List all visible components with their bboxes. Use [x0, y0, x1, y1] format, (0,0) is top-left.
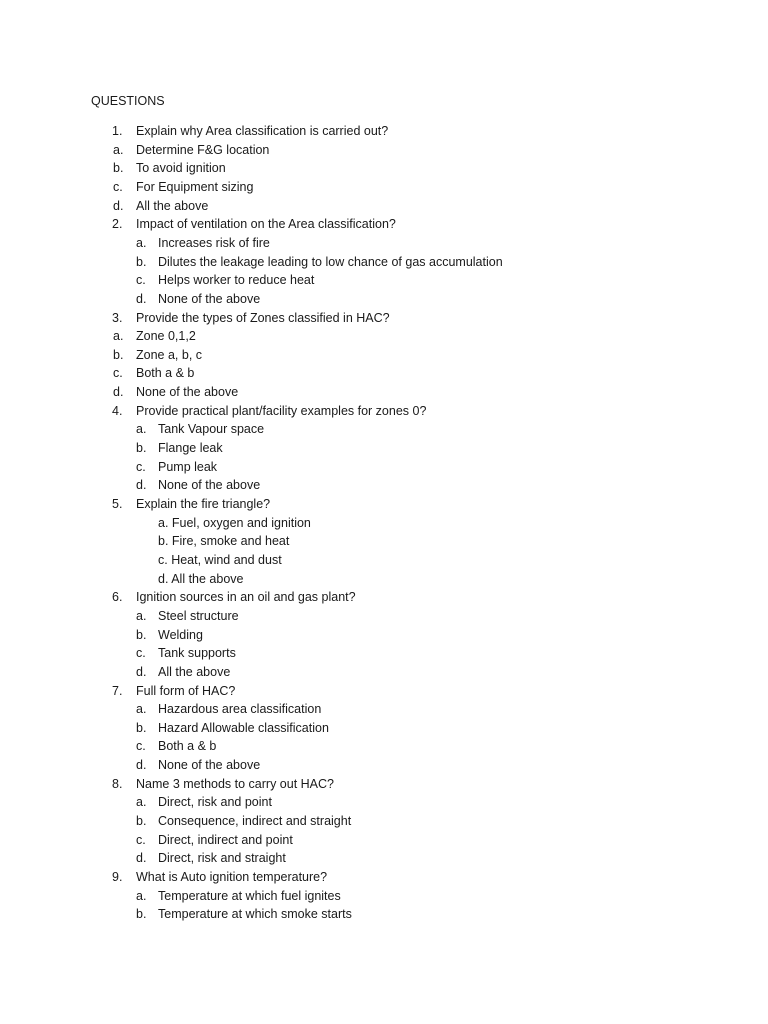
option-letter: b.: [136, 254, 147, 269]
option-letter: b.: [136, 441, 147, 456]
question-number: 2.: [112, 217, 123, 232]
option-letter: d.: [136, 758, 147, 773]
option-text: All the above: [158, 664, 231, 679]
option-text: Direct, risk and straight: [158, 851, 286, 866]
option-text: Temperature at which smoke starts: [158, 907, 352, 922]
option-letter: a.: [136, 795, 147, 810]
option-letter: d.: [136, 291, 147, 306]
question-number: 5.: [112, 497, 123, 511]
option-text: Hazard Allowable classification: [158, 720, 329, 735]
question-number: 8.: [112, 776, 123, 791]
option-text: Direct, risk and point: [158, 795, 272, 810]
option-letter: c.: [136, 832, 146, 847]
option-text: a. Fuel, oxygen and ignition: [158, 515, 311, 530]
option-letter: c.: [136, 459, 146, 474]
option-text: None of the above: [136, 385, 239, 400]
option-text: To avoid ignition: [136, 161, 226, 176]
question-text: Provide practical plant/facility examples for zones 0?: [136, 403, 427, 418]
option-text: Both a & b: [158, 739, 217, 754]
option-text: Hazardous area classification: [158, 702, 322, 717]
option-text: Flange leak: [158, 441, 223, 456]
option-text: None of the above: [158, 478, 261, 493]
option-text: None of the above: [158, 291, 261, 306]
question-text: Impact of ventilation on the Area classification?: [136, 217, 396, 232]
option-text: Increases risk of fire: [158, 235, 270, 250]
option-text: Zone 0,1,2: [136, 329, 196, 344]
option-text: Zone a, b, c: [136, 347, 203, 362]
option-letter: d.: [136, 478, 147, 493]
question-number: 4.: [112, 403, 123, 418]
option-letter: b.: [136, 627, 147, 642]
option-text: All the above: [136, 198, 209, 213]
option-letter: c.: [136, 739, 146, 754]
option-letter: a.: [136, 235, 147, 250]
option-text: Dilutes the leakage leading to low chance of gas accumulation: [158, 254, 503, 269]
option-letter: b.: [113, 347, 124, 362]
question-number: 1.: [112, 124, 123, 138]
option-letter: a.: [113, 142, 124, 157]
question-text: Name 3 methods to carry out HAC?: [136, 776, 334, 791]
option-letter: b.: [136, 814, 147, 829]
option-letter: c.: [136, 646, 146, 661]
question-text: Full form of HAC?: [136, 683, 236, 698]
option-letter: b.: [136, 907, 147, 922]
option-letter: b.: [136, 720, 147, 735]
option-text: d. All the above: [158, 571, 244, 586]
option-text: None of the above: [158, 758, 261, 773]
option-text: c. Heat, wind and dust: [158, 552, 282, 567]
option-text: Tank Vapour space: [158, 422, 265, 437]
question-text: Ignition sources in an oil and gas plant?: [136, 590, 356, 605]
option-letter: a.: [136, 608, 147, 623]
question-text: Explain the fire triangle?: [136, 497, 271, 511]
option-text: Temperature at which fuel ignites: [158, 888, 341, 903]
option-letter: c.: [113, 179, 123, 194]
question-text: What is Auto ignition temperature?: [136, 870, 328, 884]
option-text: Tank supports: [158, 646, 236, 661]
option-text: Helps worker to reduce heat: [158, 273, 315, 288]
question-number: 7.: [112, 683, 123, 698]
option-text: Direct, indirect and point: [158, 832, 293, 847]
option-text: b. Fire, smoke and heat: [158, 534, 290, 549]
option-letter: d.: [113, 198, 124, 213]
question-text: Explain why Area classification is carried out?: [136, 124, 389, 138]
option-text: Welding: [158, 627, 203, 642]
question-number: 3.: [112, 310, 123, 325]
question-number: 9.: [112, 870, 123, 884]
option-text: Both a & b: [136, 366, 195, 381]
option-text: Determine F&G location: [136, 142, 270, 157]
option-letter: b.: [113, 161, 124, 176]
option-letter: a.: [113, 329, 124, 344]
question-number: 6.: [112, 590, 123, 605]
option-text: Consequence, indirect and straight: [158, 814, 352, 829]
page-heading: QUESTIONS: [91, 94, 165, 108]
option-text: Steel structure: [158, 608, 239, 623]
option-letter: d.: [136, 664, 147, 679]
option-text: For Equipment sizing: [136, 179, 254, 194]
option-letter: a.: [136, 422, 147, 437]
question-text: Provide the types of Zones classified in HAC?: [136, 310, 390, 325]
option-letter: a.: [136, 702, 147, 717]
option-letter: d.: [113, 385, 124, 400]
option-letter: d.: [136, 851, 147, 866]
option-letter: a.: [136, 888, 147, 903]
option-text: Pump leak: [158, 459, 218, 474]
option-letter: c.: [136, 273, 146, 288]
option-letter: c.: [113, 366, 123, 381]
